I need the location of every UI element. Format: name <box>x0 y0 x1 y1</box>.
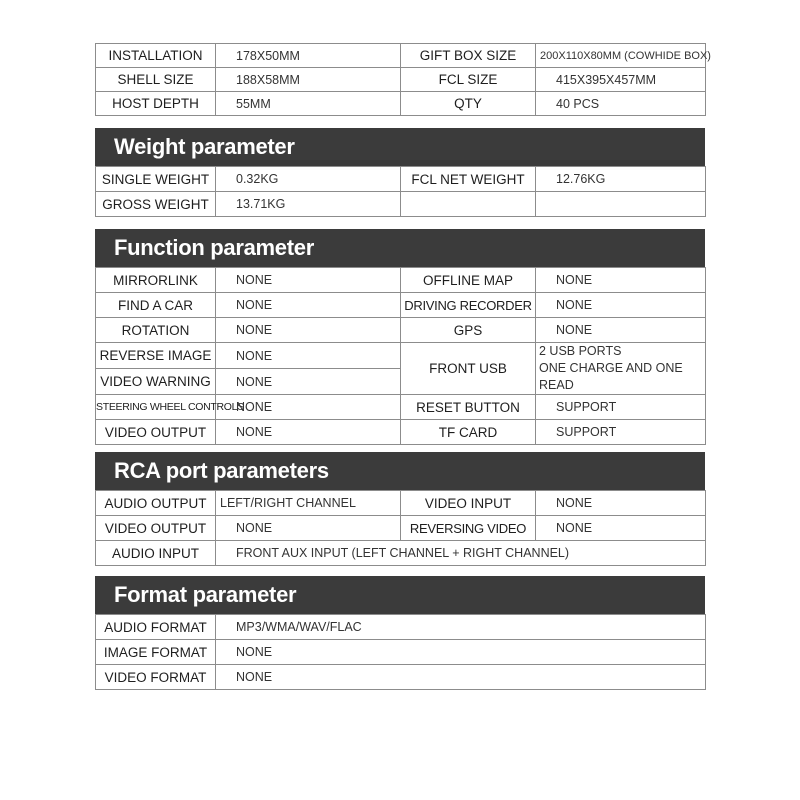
section-title: Weight parameter <box>114 134 295 159</box>
front-usb-line-2: ONE CHARGE AND ONE READ <box>539 361 683 392</box>
weight-table <box>95 166 706 217</box>
value-shell-size: 188X58MM <box>216 68 401 92</box>
size-spec-table <box>95 43 711 116</box>
value-offline-map: NONE <box>536 268 706 293</box>
value-driving-recorder: NONE <box>536 293 706 318</box>
value-video-format: NONE <box>216 665 706 690</box>
format-table <box>95 614 706 690</box>
value-rca-video-output: NONE <box>216 516 401 541</box>
table-row <box>96 615 706 640</box>
label-qty: QTY <box>401 92 536 116</box>
table-row <box>96 68 706 92</box>
value-video-warning: NONE <box>216 369 401 395</box>
label-image-format: IMAGE FORMAT <box>96 640 216 665</box>
table-row <box>96 640 706 665</box>
label-gift-box-size: GIFT BOX SIZE <box>401 44 536 68</box>
value-gps: NONE <box>536 318 706 343</box>
value-gift-box-size: 200X110X80MM (COWHIDE BOX) <box>536 44 706 68</box>
table-row <box>96 44 706 68</box>
section-title: Function parameter <box>114 235 314 260</box>
value-installation: 178X50MM <box>216 44 401 68</box>
table-row <box>96 167 706 192</box>
table-row <box>96 192 706 217</box>
table-row <box>96 491 706 516</box>
label-video-format: VIDEO FORMAT <box>96 665 216 690</box>
value-video-input: NONE <box>536 491 706 516</box>
value-fcl-net-weight: 12.76KG <box>536 167 706 192</box>
rca-table <box>95 490 706 566</box>
label-find-a-car: FIND A CAR <box>96 293 216 318</box>
function-section-header <box>95 229 705 267</box>
rca-section-header <box>95 452 705 490</box>
label-video-output: VIDEO OUTPUT <box>96 420 216 445</box>
value-tf-card: SUPPORT <box>536 420 706 445</box>
value-rotation: NONE <box>216 318 401 343</box>
value-qty: 40 PCS <box>536 92 706 116</box>
table-row <box>96 92 706 116</box>
table-row <box>96 268 706 293</box>
label-fcl-size: FCL SIZE <box>401 68 536 92</box>
label-tf-card: TF CARD <box>401 420 536 445</box>
label-front-usb: FRONT USB <box>401 343 536 395</box>
label-audio-input: AUDIO INPUT <box>96 541 216 566</box>
value-video-output: NONE <box>216 420 401 445</box>
label-rotation: ROTATION <box>96 318 216 343</box>
table-row <box>96 516 706 541</box>
value-front-usb <box>536 343 706 395</box>
label-video-input: VIDEO INPUT <box>401 491 536 516</box>
value-reverse-image: NONE <box>216 343 401 369</box>
value-fcl-size: 415X395X457MM <box>536 68 706 92</box>
value-steering-wheel-controls: NONE <box>216 395 401 420</box>
value-gross-weight: 13.71KG <box>216 192 401 217</box>
label-video-warning: VIDEO WARNING <box>96 369 216 395</box>
table-row <box>96 343 706 369</box>
section-title: Format parameter <box>114 582 297 607</box>
value-image-format: NONE <box>216 640 706 665</box>
label-gross-weight: GROSS WEIGHT <box>96 192 216 217</box>
value-reversing-video: NONE <box>536 516 706 541</box>
value-reset-button: SUPPORT <box>536 395 706 420</box>
value-find-a-car: NONE <box>216 293 401 318</box>
label-single-weight: SINGLE WEIGHT <box>96 167 216 192</box>
table-row <box>96 293 706 318</box>
label-installation: INSTALLATION <box>96 44 216 68</box>
table-row <box>96 318 706 343</box>
function-table <box>95 267 706 445</box>
table-row <box>96 420 706 445</box>
label-driving-recorder: DRIVING RECORDER <box>401 293 536 318</box>
section-title: RCA port parameters <box>114 458 329 483</box>
label-gps: GPS <box>401 318 536 343</box>
label-steering-wheel-controls: STEERING WHEEL CONTROLS <box>96 395 216 420</box>
value-audio-output: LEFT/RIGHT CHANNEL <box>216 491 401 516</box>
label-shell-size: SHELL SIZE <box>96 68 216 92</box>
label-host-depth: HOST DEPTH <box>96 92 216 116</box>
table-row <box>96 665 706 690</box>
label-mirrorlink: MIRRORLINK <box>96 268 216 293</box>
value-mirrorlink: NONE <box>216 268 401 293</box>
value-audio-input: FRONT AUX INPUT (LEFT CHANNEL + RIGHT CHANNEL) <box>216 541 706 566</box>
table-row <box>96 541 706 566</box>
label-reversing-video: REVERSING VIDEO <box>401 516 536 541</box>
value-single-weight: 0.32KG <box>216 167 401 192</box>
label-audio-output: AUDIO OUTPUT <box>96 491 216 516</box>
value-audio-format: MP3/WMA/WAV/FLAC <box>216 615 706 640</box>
label-reverse-image: REVERSE IMAGE <box>96 343 216 369</box>
label-fcl-net-weight: FCL NET WEIGHT <box>401 167 536 192</box>
empty-cell <box>401 192 536 217</box>
label-offline-map: OFFLINE MAP <box>401 268 536 293</box>
label-audio-format: AUDIO FORMAT <box>96 615 216 640</box>
format-section-header <box>95 576 705 614</box>
label-rca-video-output: VIDEO OUTPUT <box>96 516 216 541</box>
weight-section-header <box>95 128 705 166</box>
empty-cell <box>536 192 706 217</box>
front-usb-line-1: 2 USB PORTS <box>539 344 622 358</box>
label-reset-button: RESET BUTTON <box>401 395 536 420</box>
value-host-depth: 55MM <box>216 92 401 116</box>
table-row <box>96 395 706 420</box>
